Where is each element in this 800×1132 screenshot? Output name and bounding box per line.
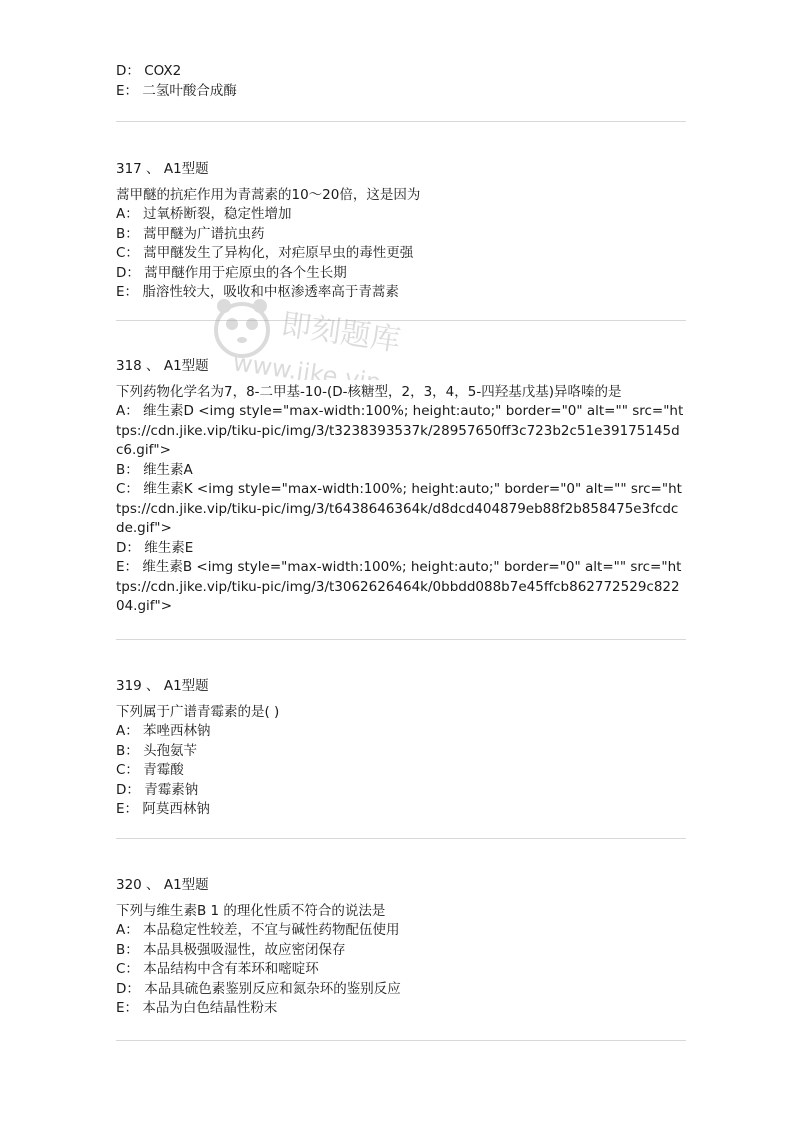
option-text: 阿莫西林钠 — [142, 801, 210, 817]
option-text: 本品具硫色素鉴别反应和氮杂环的鉴别反应 — [144, 980, 401, 997]
option-letter: B： — [116, 941, 139, 958]
option-text: 本品具极强吸湿性，故应密闭保存 — [143, 941, 346, 958]
option-letter: D： — [116, 781, 140, 798]
divider — [116, 1040, 686, 1041]
option-letter: C： — [116, 762, 139, 778]
divider — [116, 320, 686, 321]
option-letter: E： — [116, 801, 139, 817]
option-b — [116, 742, 686, 762]
option-letter: A： — [116, 922, 139, 938]
option-b — [116, 461, 686, 481]
option-text: 蒿甲醚作用于疟原虫的各个生长期 — [144, 264, 347, 281]
option-text: 维生素K <img style="max-width:100%; height:auto;" border="0" alt="" src="https://cdn.jike.vip/tiku-pic/img/3/t6438646364k/d8dcd404879eb88f2b858475e3fcdcde.gif"> — [116, 481, 682, 536]
option-b — [116, 225, 686, 245]
option-e — [116, 800, 686, 820]
option-e — [116, 82, 237, 102]
option-d — [116, 264, 686, 284]
option-text: 本品为白色结晶性粉末 — [142, 1000, 278, 1016]
option-letter: B： — [116, 742, 139, 759]
option-a — [116, 205, 686, 225]
option-text: 头孢氨苄 — [143, 742, 198, 759]
carryover-options — [116, 62, 237, 101]
option-a — [116, 921, 686, 941]
option-text: 脂溶性较大，吸收和中枢渗透率高于青蒿素 — [142, 284, 399, 300]
option-letter: B： — [116, 461, 139, 478]
option-letter: D： — [116, 264, 140, 281]
divider — [116, 838, 686, 839]
option-text: 苯唑西林钠 — [143, 723, 211, 739]
option-letter: A： — [116, 723, 139, 739]
option-letter: B： — [116, 225, 139, 242]
question-number: 318 、 A1型题 — [116, 358, 209, 374]
option-e — [116, 558, 686, 617]
option-text: 本品稳定性较差，不宜与碱性药物配伍使用 — [143, 922, 400, 938]
question-number: 320 、 A1型题 — [116, 877, 209, 893]
question-318 — [116, 357, 686, 617]
option-c — [116, 244, 686, 264]
option-e — [116, 999, 686, 1019]
option-text: 蒿甲醚发生了异构化，对疟原早虫的毒性更强 — [143, 245, 414, 261]
question-stem: 下列属于广谱青霉素的是( ) — [116, 703, 280, 720]
option-letter: D： — [116, 539, 140, 556]
option-c — [116, 480, 686, 539]
option-letter: A： — [116, 206, 139, 222]
divider — [116, 121, 686, 122]
option-letter: C： — [116, 245, 139, 261]
option-letter: E： — [116, 559, 139, 575]
option-text: 二氢叶酸合成酶 — [142, 82, 237, 99]
option-text: 蒿甲醚为广谱抗虫药 — [143, 225, 265, 242]
option-text: 青霉酸 — [143, 762, 184, 778]
watermark-brand: 即刻题库 — [278, 307, 403, 359]
option-e — [116, 283, 686, 303]
option-text: 本品结构中含有苯环和嘧啶环 — [143, 961, 319, 977]
option-letter: E： — [116, 1000, 139, 1016]
option-b — [116, 941, 686, 961]
question-319 — [116, 677, 686, 820]
divider — [116, 639, 686, 640]
option-text: 维生素E — [144, 539, 194, 556]
watermark-url: www.jike.vip — [231, 348, 383, 380]
question-317 — [116, 160, 686, 303]
option-a — [116, 402, 686, 461]
option-text: 青霉素钠 — [144, 781, 199, 798]
question-320 — [116, 876, 686, 1019]
option-text: COX2 — [144, 63, 182, 79]
option-text: 维生素D <img style="max-width:100%; height:auto;" border="0" alt="" src="https://cdn.jike.vip/tiku-pic/img/3/t3238393537k/28957650ff3c723b2c51e39175145dc6.gif"> — [116, 403, 684, 458]
option-c — [116, 761, 686, 781]
question-number: 317 、 A1型题 — [116, 161, 209, 177]
option-d — [116, 781, 686, 801]
option-letter: C： — [116, 481, 139, 497]
option-text: 维生素B <img style="max-width:100%; height:auto;" border="0" alt="" src="https://cdn.jike.vip/tiku-pic/img/3/t3062626464k/0bbdd088b7e45ffcb862772529c82204.gif"> — [116, 559, 682, 614]
option-d — [116, 980, 686, 1000]
option-text: 维生素A — [143, 461, 193, 478]
option-letter: D： — [116, 63, 140, 79]
question-number: 319 、 A1型题 — [116, 678, 209, 694]
option-letter: E： — [116, 82, 139, 99]
option-letter: A： — [116, 403, 139, 419]
option-letter: D： — [116, 980, 140, 997]
option-text: 过氧桥断裂，稳定性增加 — [143, 206, 292, 222]
question-stem: 下列药物化学名为7，8-二甲基-10-(D-核糖型，2，3，4，5-四羟基戊基)异咯嗪的是 — [116, 383, 622, 400]
question-stem: 蒿甲醚的抗疟作用为青蒿素的10～20倍，这是因为 — [116, 186, 421, 203]
option-letter: C： — [116, 961, 139, 977]
option-a — [116, 722, 686, 742]
question-stem: 下列与维生素B 1 的理化性质不符合的说法是 — [116, 902, 386, 919]
option-c — [116, 960, 686, 980]
option-letter: E： — [116, 284, 139, 300]
option-d — [116, 62, 237, 82]
option-d — [116, 539, 686, 559]
